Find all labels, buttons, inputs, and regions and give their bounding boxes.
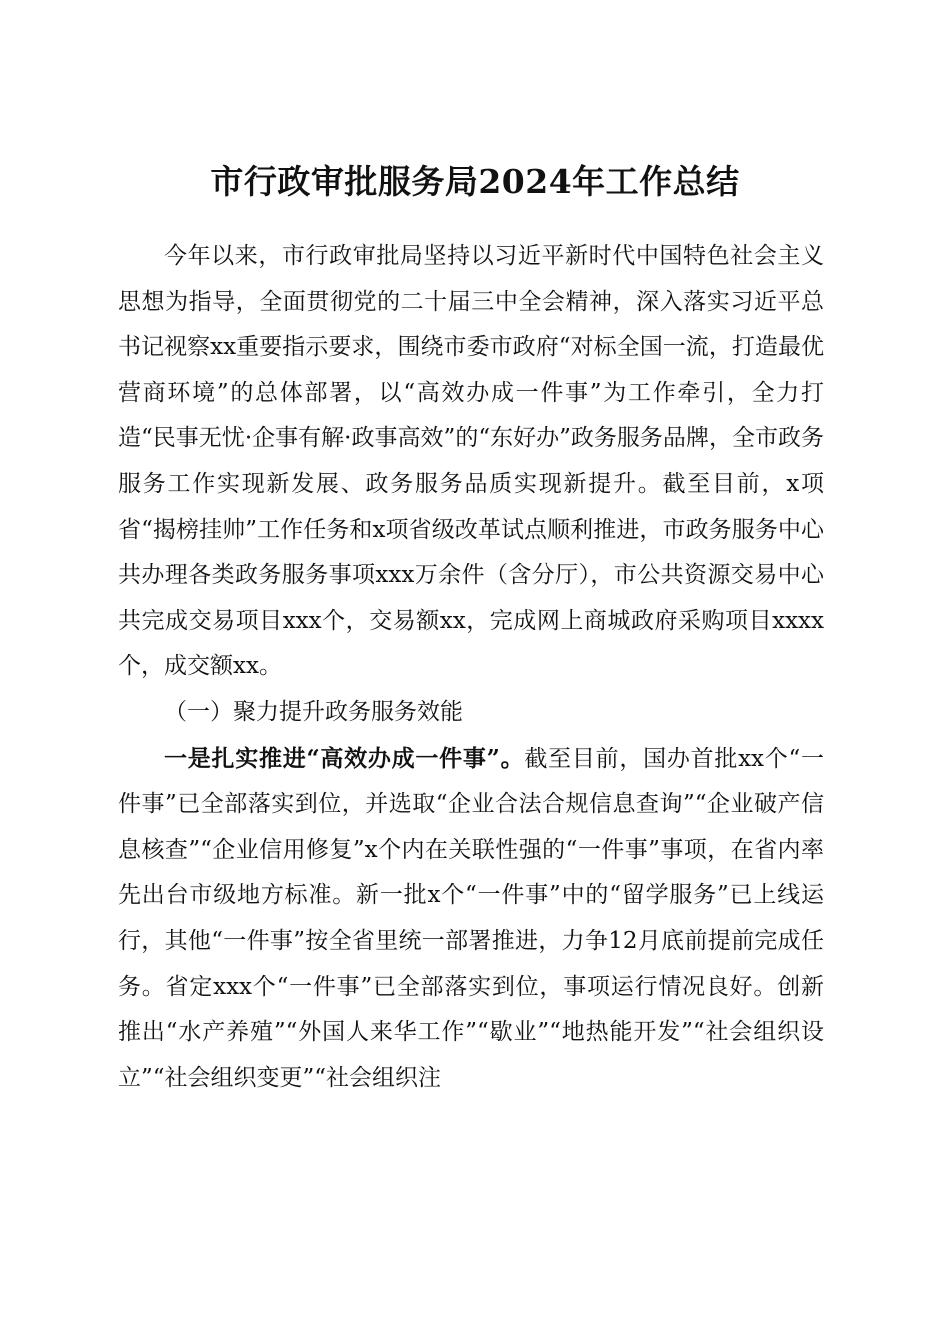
item-1-lead: 一是扎实推进“高效办成一件事”。 — [164, 744, 525, 772]
item-paragraph-1 — [118, 736, 824, 1102]
document-body — [118, 234, 824, 1101]
section-heading: （一）聚力提升政务服务效能 — [164, 698, 463, 725]
intro-paragraph: 今年以来，市行政审批局坚持以习近平新时代中国特色社会主义思想为指导，全面贯彻党的二十届三中全会精神，深入落实习近平总书记视察xx重要指示要求，围绕市委市政府“对标全国一流，打造最优营商环境”的总体部署，以“高效办成一件事”为工作牵引，全力打造“民事无忧·企事有解·政事高效”的“东好办”政务服务品牌，全市政务服务工作实现新发展、政务服务品质实现新提升。截至目前，x项省“揭榜挂帅”工作任务和x项省级改革试点顺利推进，市政务服务中心共办理各类政务服务事项xxx万余件（含分厅），市公共资源交易中心共完成交易项目xxx个，交易额xx，完成网上商城政府采购项目xxxx个，成交额xx。 — [118, 243, 824, 680]
document-title: 市行政审批服务局2024年工作总结 — [210, 162, 740, 202]
item-1-text: 截至目前，国办首批xx个“一件事”已全部落实到位，并选取“企业合法合规信息查询”“企业破产信息核查”“企业信用修复”x个内在关联性强的“一件事”事项，在省内率先出台市级地方标准。新一批x个“一件事”中的“留学服务”已上线运行，其他“一件事”按全省里统一部署推进，力争12月底前提前完成任务。省定xxx个“一件事”已全部落实到位，事项运行情况良好。创新推出“水产养殖”“外国人来华工作”“歇业”“地热能开发”“社会组织设立”“社会组织变更”“社会组织注 — [118, 745, 825, 1091]
